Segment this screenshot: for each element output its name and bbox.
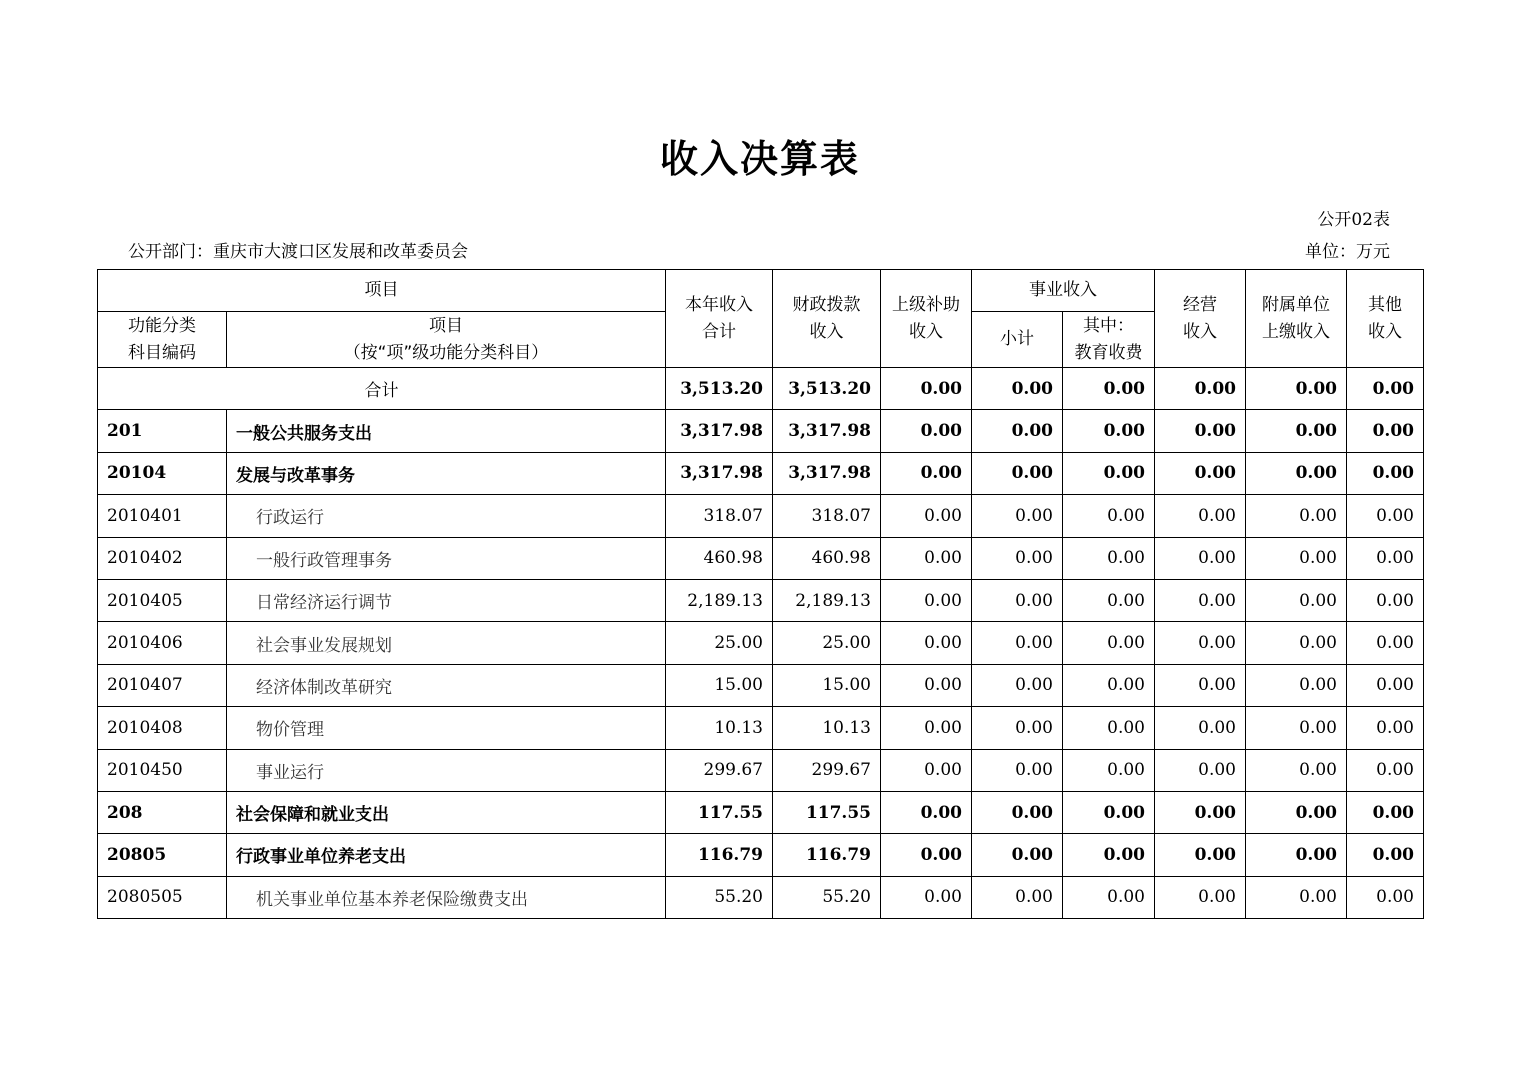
total-cell: 0.00: [1347, 368, 1424, 410]
header-other: [1347, 270, 1424, 368]
table-row: [98, 410, 1424, 452]
row-value: 117.55: [773, 791, 881, 833]
total-row: [98, 368, 1424, 410]
table-header: [98, 270, 1424, 368]
header-total-income-line1: 本年收入: [685, 294, 753, 315]
row-code: 2010405: [98, 579, 227, 621]
header-item: [227, 312, 666, 368]
total-cell: 0.00: [1155, 368, 1246, 410]
header-project: 项目: [98, 270, 666, 312]
row-value: 299.67: [773, 749, 881, 791]
row-value: 0.00: [1347, 791, 1424, 833]
header-subtotal: 小计: [972, 312, 1063, 368]
header-func-code-line2: 科目编码: [128, 342, 196, 363]
row-value: 0.00: [881, 537, 972, 579]
row-code: 2010407: [98, 664, 227, 706]
header-career-income: 事业收入: [972, 270, 1155, 312]
header-func-code: [98, 312, 227, 368]
department-label: 公开部门：重庆市大渡口区发展和改革委员会: [128, 242, 468, 262]
row-value: 0.00: [1347, 452, 1424, 494]
table-row: [98, 622, 1424, 664]
row-value: 0.00: [1063, 664, 1155, 706]
row-value: 25.00: [773, 622, 881, 664]
row-name: 社会事业发展规划: [227, 622, 666, 664]
table-row: [98, 579, 1424, 621]
header-fiscal-line1: 财政拨款: [792, 294, 861, 315]
row-value: 0.00: [1063, 410, 1155, 452]
table-row: [98, 495, 1424, 537]
row-value: 0.00: [1347, 876, 1424, 918]
row-value: 0.00: [1246, 749, 1347, 791]
row-value: 0.00: [972, 410, 1063, 452]
row-value: 0.00: [1155, 410, 1246, 452]
row-value: 0.00: [881, 707, 972, 749]
row-value: 15.00: [773, 664, 881, 706]
header-total-income-line2: 合计: [702, 321, 736, 342]
unit-label: 单位：万元: [1305, 242, 1390, 262]
row-name: 事业运行: [227, 749, 666, 791]
row-code: 2010406: [98, 622, 227, 664]
total-cell: 0.00: [1063, 368, 1155, 410]
row-name: 一般行政管理事务: [227, 537, 666, 579]
row-name: 行政运行: [227, 495, 666, 537]
row-value: 0.00: [1155, 707, 1246, 749]
table-row: [98, 791, 1424, 833]
row-value: 0.00: [972, 622, 1063, 664]
row-value: 25.00: [666, 622, 773, 664]
row-value: 318.07: [773, 495, 881, 537]
header-affiliated: [1246, 270, 1347, 368]
table-row: [98, 876, 1424, 918]
row-code: 201: [98, 410, 227, 452]
row-value: 0.00: [881, 791, 972, 833]
row-value: 0.00: [1155, 579, 1246, 621]
table-row: [98, 749, 1424, 791]
row-value: 3,317.98: [773, 410, 881, 452]
row-value: 0.00: [1246, 707, 1347, 749]
row-value: 0.00: [1246, 664, 1347, 706]
header-fiscal: [773, 270, 881, 368]
row-value: 0.00: [881, 410, 972, 452]
row-value: 299.67: [666, 749, 773, 791]
row-value: 0.00: [1155, 749, 1246, 791]
row-value: 0.00: [1155, 452, 1246, 494]
header-item-line1: 项目: [429, 315, 463, 336]
row-value: 0.00: [881, 749, 972, 791]
income-table: [97, 269, 1424, 919]
row-value: 0.00: [1246, 495, 1347, 537]
row-value: 0.00: [1246, 452, 1347, 494]
row-code: 2080505: [98, 876, 227, 918]
row-value: 55.20: [666, 876, 773, 918]
row-value: 0.00: [881, 622, 972, 664]
total-label: 合计: [98, 368, 666, 410]
row-value: 0.00: [1063, 452, 1155, 494]
row-value: 0.00: [1063, 579, 1155, 621]
row-value: 116.79: [666, 834, 773, 876]
row-value: 0.00: [1347, 495, 1424, 537]
row-value: 0.00: [972, 834, 1063, 876]
row-value: 3,317.98: [666, 410, 773, 452]
table-body: [98, 368, 1424, 919]
table-row: [98, 707, 1424, 749]
row-value: 116.79: [773, 834, 881, 876]
row-name: 物价管理: [227, 707, 666, 749]
row-value: 0.00: [881, 876, 972, 918]
header-edu-line2: 教育收费: [1074, 342, 1143, 363]
header-superior: [881, 270, 972, 368]
row-value: 0.00: [1246, 579, 1347, 621]
page-title: 收入决算表: [659, 137, 860, 181]
row-value: 0.00: [1155, 622, 1246, 664]
row-value: 0.00: [1347, 579, 1424, 621]
row-value: 0.00: [1063, 707, 1155, 749]
row-value: 0.00: [1155, 876, 1246, 918]
row-value: 0.00: [1155, 537, 1246, 579]
header-affiliated-line1: 附属单位: [1262, 294, 1330, 315]
row-value: 3,317.98: [773, 452, 881, 494]
header-operating-line1: 经营: [1183, 294, 1217, 315]
row-value: 0.00: [881, 834, 972, 876]
header-total-income: [666, 270, 773, 368]
row-value: 0.00: [1063, 876, 1155, 918]
table-row: [98, 664, 1424, 706]
row-value: 0.00: [1347, 622, 1424, 664]
row-value: 0.00: [1347, 664, 1424, 706]
row-value: 0.00: [1063, 495, 1155, 537]
row-value: 0.00: [1246, 834, 1347, 876]
total-cell: 0.00: [881, 368, 972, 410]
row-value: 0.00: [972, 452, 1063, 494]
header-superior-line1: 上级补助: [892, 294, 960, 315]
row-value: 0.00: [1063, 749, 1155, 791]
row-value: 0.00: [1246, 537, 1347, 579]
row-value: 0.00: [1155, 495, 1246, 537]
header-fiscal-line2: 收入: [809, 321, 844, 342]
row-value: 15.00: [666, 664, 773, 706]
table-row: [98, 452, 1424, 494]
row-value: 117.55: [666, 791, 773, 833]
row-code: 2010450: [98, 749, 227, 791]
row-value: 318.07: [666, 495, 773, 537]
row-value: 0.00: [1063, 537, 1155, 579]
row-value: 0.00: [972, 749, 1063, 791]
row-value: 460.98: [666, 537, 773, 579]
row-value: 2,189.13: [666, 579, 773, 621]
header-other-line1: 其他: [1368, 294, 1402, 315]
row-name: 经济体制改革研究: [227, 664, 666, 706]
header-func-code-line1: 功能分类: [128, 315, 196, 336]
table-row: [98, 537, 1424, 579]
total-cell: 0.00: [972, 368, 1063, 410]
row-name: 机关事业单位基本养老保险缴费支出: [227, 876, 666, 918]
row-value: 0.00: [881, 452, 972, 494]
row-value: 0.00: [881, 664, 972, 706]
total-cell: 0.00: [1246, 368, 1347, 410]
row-code: 208: [98, 791, 227, 833]
row-value: 0.00: [1347, 707, 1424, 749]
row-name: 行政事业单位养老支出: [227, 834, 666, 876]
row-value: 0.00: [972, 791, 1063, 833]
row-name: 发展与改革事务: [227, 452, 666, 494]
row-value: 0.00: [1347, 410, 1424, 452]
row-value: 0.00: [1246, 622, 1347, 664]
row-code: 20805: [98, 834, 227, 876]
total-cell: 3,513.20: [666, 368, 773, 410]
header-edu-line1: 其中：: [1083, 315, 1134, 336]
row-code: 20104: [98, 452, 227, 494]
row-value: 0.00: [1155, 791, 1246, 833]
row-value: 0.00: [972, 579, 1063, 621]
row-name: 一般公共服务支出: [227, 410, 666, 452]
row-value: 2,189.13: [773, 579, 881, 621]
row-value: 0.00: [972, 876, 1063, 918]
row-code: 2010401: [98, 495, 227, 537]
row-value: 0.00: [1246, 410, 1347, 452]
header-operating-line2: 收入: [1183, 321, 1217, 342]
header-other-line2: 收入: [1368, 321, 1402, 342]
row-value: 0.00: [972, 537, 1063, 579]
row-value: 10.13: [666, 707, 773, 749]
row-value: 0.00: [972, 495, 1063, 537]
row-value: 0.00: [972, 707, 1063, 749]
header-affiliated-line2: 上缴收入: [1262, 321, 1330, 342]
table-row: [98, 834, 1424, 876]
header-edu-fee: [1063, 312, 1155, 368]
row-value: 0.00: [1063, 834, 1155, 876]
row-name: 社会保障和就业支出: [227, 791, 666, 833]
row-value: 0.00: [1246, 791, 1347, 833]
row-value: 460.98: [773, 537, 881, 579]
row-code: 2010402: [98, 537, 227, 579]
row-name: 日常经济运行调节: [227, 579, 666, 621]
header-operating: [1155, 270, 1246, 368]
row-value: 3,317.98: [666, 452, 773, 494]
row-value: 0.00: [1347, 749, 1424, 791]
row-value: 0.00: [1347, 537, 1424, 579]
row-value: 0.00: [1347, 834, 1424, 876]
row-value: 0.00: [1063, 791, 1155, 833]
row-value: 10.13: [773, 707, 881, 749]
row-value: 0.00: [1063, 622, 1155, 664]
row-code: 2010408: [98, 707, 227, 749]
form-number: 公开02表: [1317, 210, 1390, 230]
header-item-line2: （按“项”级功能分类科目）: [343, 342, 549, 363]
row-value: 55.20: [773, 876, 881, 918]
header-superior-line2: 收入: [909, 321, 943, 342]
row-value: 0.00: [1155, 834, 1246, 876]
row-value: 0.00: [972, 664, 1063, 706]
row-value: 0.00: [1246, 876, 1347, 918]
row-value: 0.00: [881, 495, 972, 537]
total-cell: 3,513.20: [773, 368, 881, 410]
row-value: 0.00: [881, 579, 972, 621]
row-value: 0.00: [1155, 664, 1246, 706]
